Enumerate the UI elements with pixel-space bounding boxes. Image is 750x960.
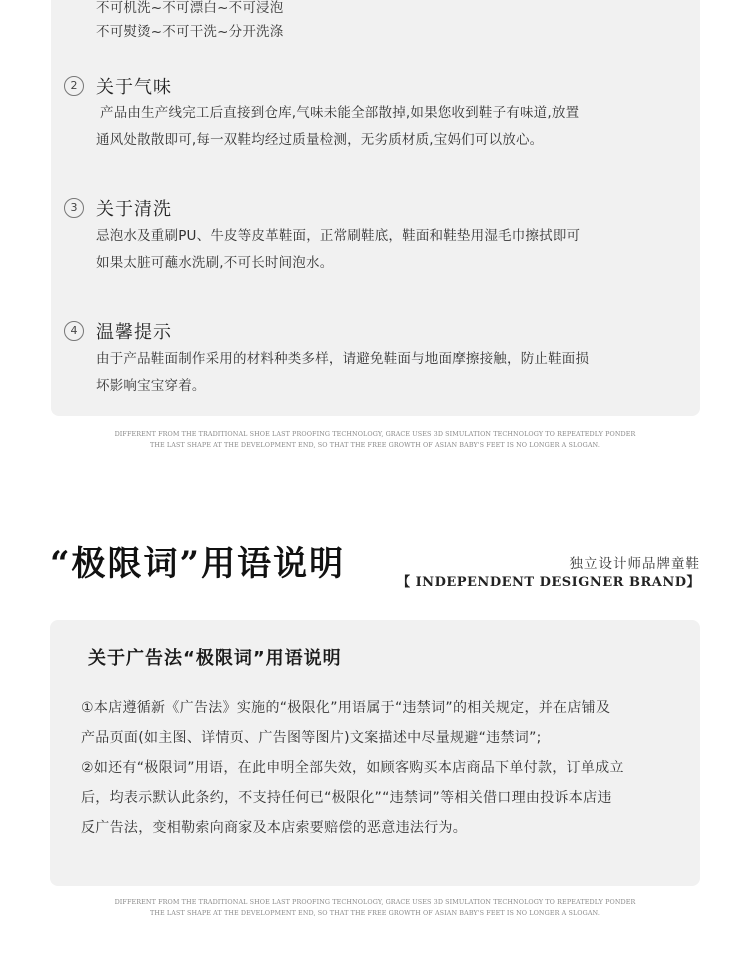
section-heading: 关于清洗 (96, 199, 172, 220)
section-heading: 温馨提示 (96, 322, 172, 343)
card-heading: 关于广告法“极限词”用语说明 (88, 648, 342, 669)
brand-tagline-line: DIFFERENT FROM THE TRADITIONAL SHOE LAST PROOFING TECHNOLOGY, GRACE USES 3D SIMULATION TECHNOLOGY TO REPEATEDLY PONDER (114, 430, 636, 438)
care-intro-line: 不可机洗~不可漂白~不可浸泡 (96, 0, 284, 16)
section-body-line: 通风处散散即可,每一双鞋均经过质量检测，无劣质材质,宝妈们可以放心。 (96, 132, 544, 148)
advertising-law-card (50, 620, 700, 886)
section-body-line: 忌泡水及重刷PU、牛皮等皮革鞋面，正常刷鞋底，鞋面和鞋垫用湿毛巾擦拭即可 (96, 228, 581, 244)
brand-tagline-line: DIFFERENT FROM THE TRADITIONAL SHOE LAST PROOFING TECHNOLOGY, GRACE USES 3D SIMULATION TECHNOLOGY TO REPEATEDLY PONDER (114, 898, 636, 906)
brand-tagline-line: THE LAST SHAPE AT THE DEVELOPMENT END, SO THAT THE FREE GROWTH OF ASIAN BABY'S FEET IS NO LONGER A SLOGAN. (150, 441, 600, 449)
section-number-badge: 3 (64, 198, 84, 218)
section-body-line: 由于产品鞋面制作采用的材料种类多样，请避免鞋面与地面摩擦接触，防止鞋面损 (96, 351, 590, 367)
section-body-line: 产品由生产线完工后直接到仓库,气味未能全部散掉,如果您收到鞋子有味道,放置 (100, 105, 580, 121)
law-text-line: 后，均表示默认此条约，不支持任何已“极限化”“违禁词”等相关借口理由投诉本店违 (81, 790, 612, 806)
section-heading: 关于气味 (96, 77, 172, 98)
brand-tagline-line: THE LAST SHAPE AT THE DEVELOPMENT END, SO THAT THE FREE GROWTH OF ASIAN BABY'S FEET IS NO LONGER A SLOGAN. (150, 909, 600, 917)
law-text-line: ②如还有“极限词”用语，在此申明全部失效，如顾客购买本店商品下单付款，订单成立 (81, 760, 624, 776)
section-body-line: 如果太脏可蘸水洗刷,不可长时间泡水。 (96, 255, 334, 271)
section-number-badge: 2 (64, 76, 84, 96)
law-text-line: 产品页面(如主图、详情页、广告图等图片)文案描述中尽量规避“违禁词”; (81, 730, 542, 746)
limit-words-title: “极限词”用语说明 (50, 544, 346, 584)
brand-subtitle-en: 【 INDEPENDENT DESIGNER BRAND】 (397, 575, 700, 590)
brand-subtitle-cn: 独立设计师品牌童鞋 (569, 556, 700, 572)
law-text-line: 反广告法，变相勒索向商家及本店索要赔偿的恶意违法行为。 (81, 820, 468, 836)
law-text-line: ①本店遵循新《广告法》实施的“极限化”用语属于“违禁词”的相关规定，并在店铺及 (81, 700, 611, 716)
section-number-badge: 4 (64, 321, 84, 341)
section-body-line: 坏影响宝宝穿着。 (96, 378, 206, 394)
care-intro-line: 不可熨烫~不可干洗~分开洗涤 (96, 24, 284, 40)
